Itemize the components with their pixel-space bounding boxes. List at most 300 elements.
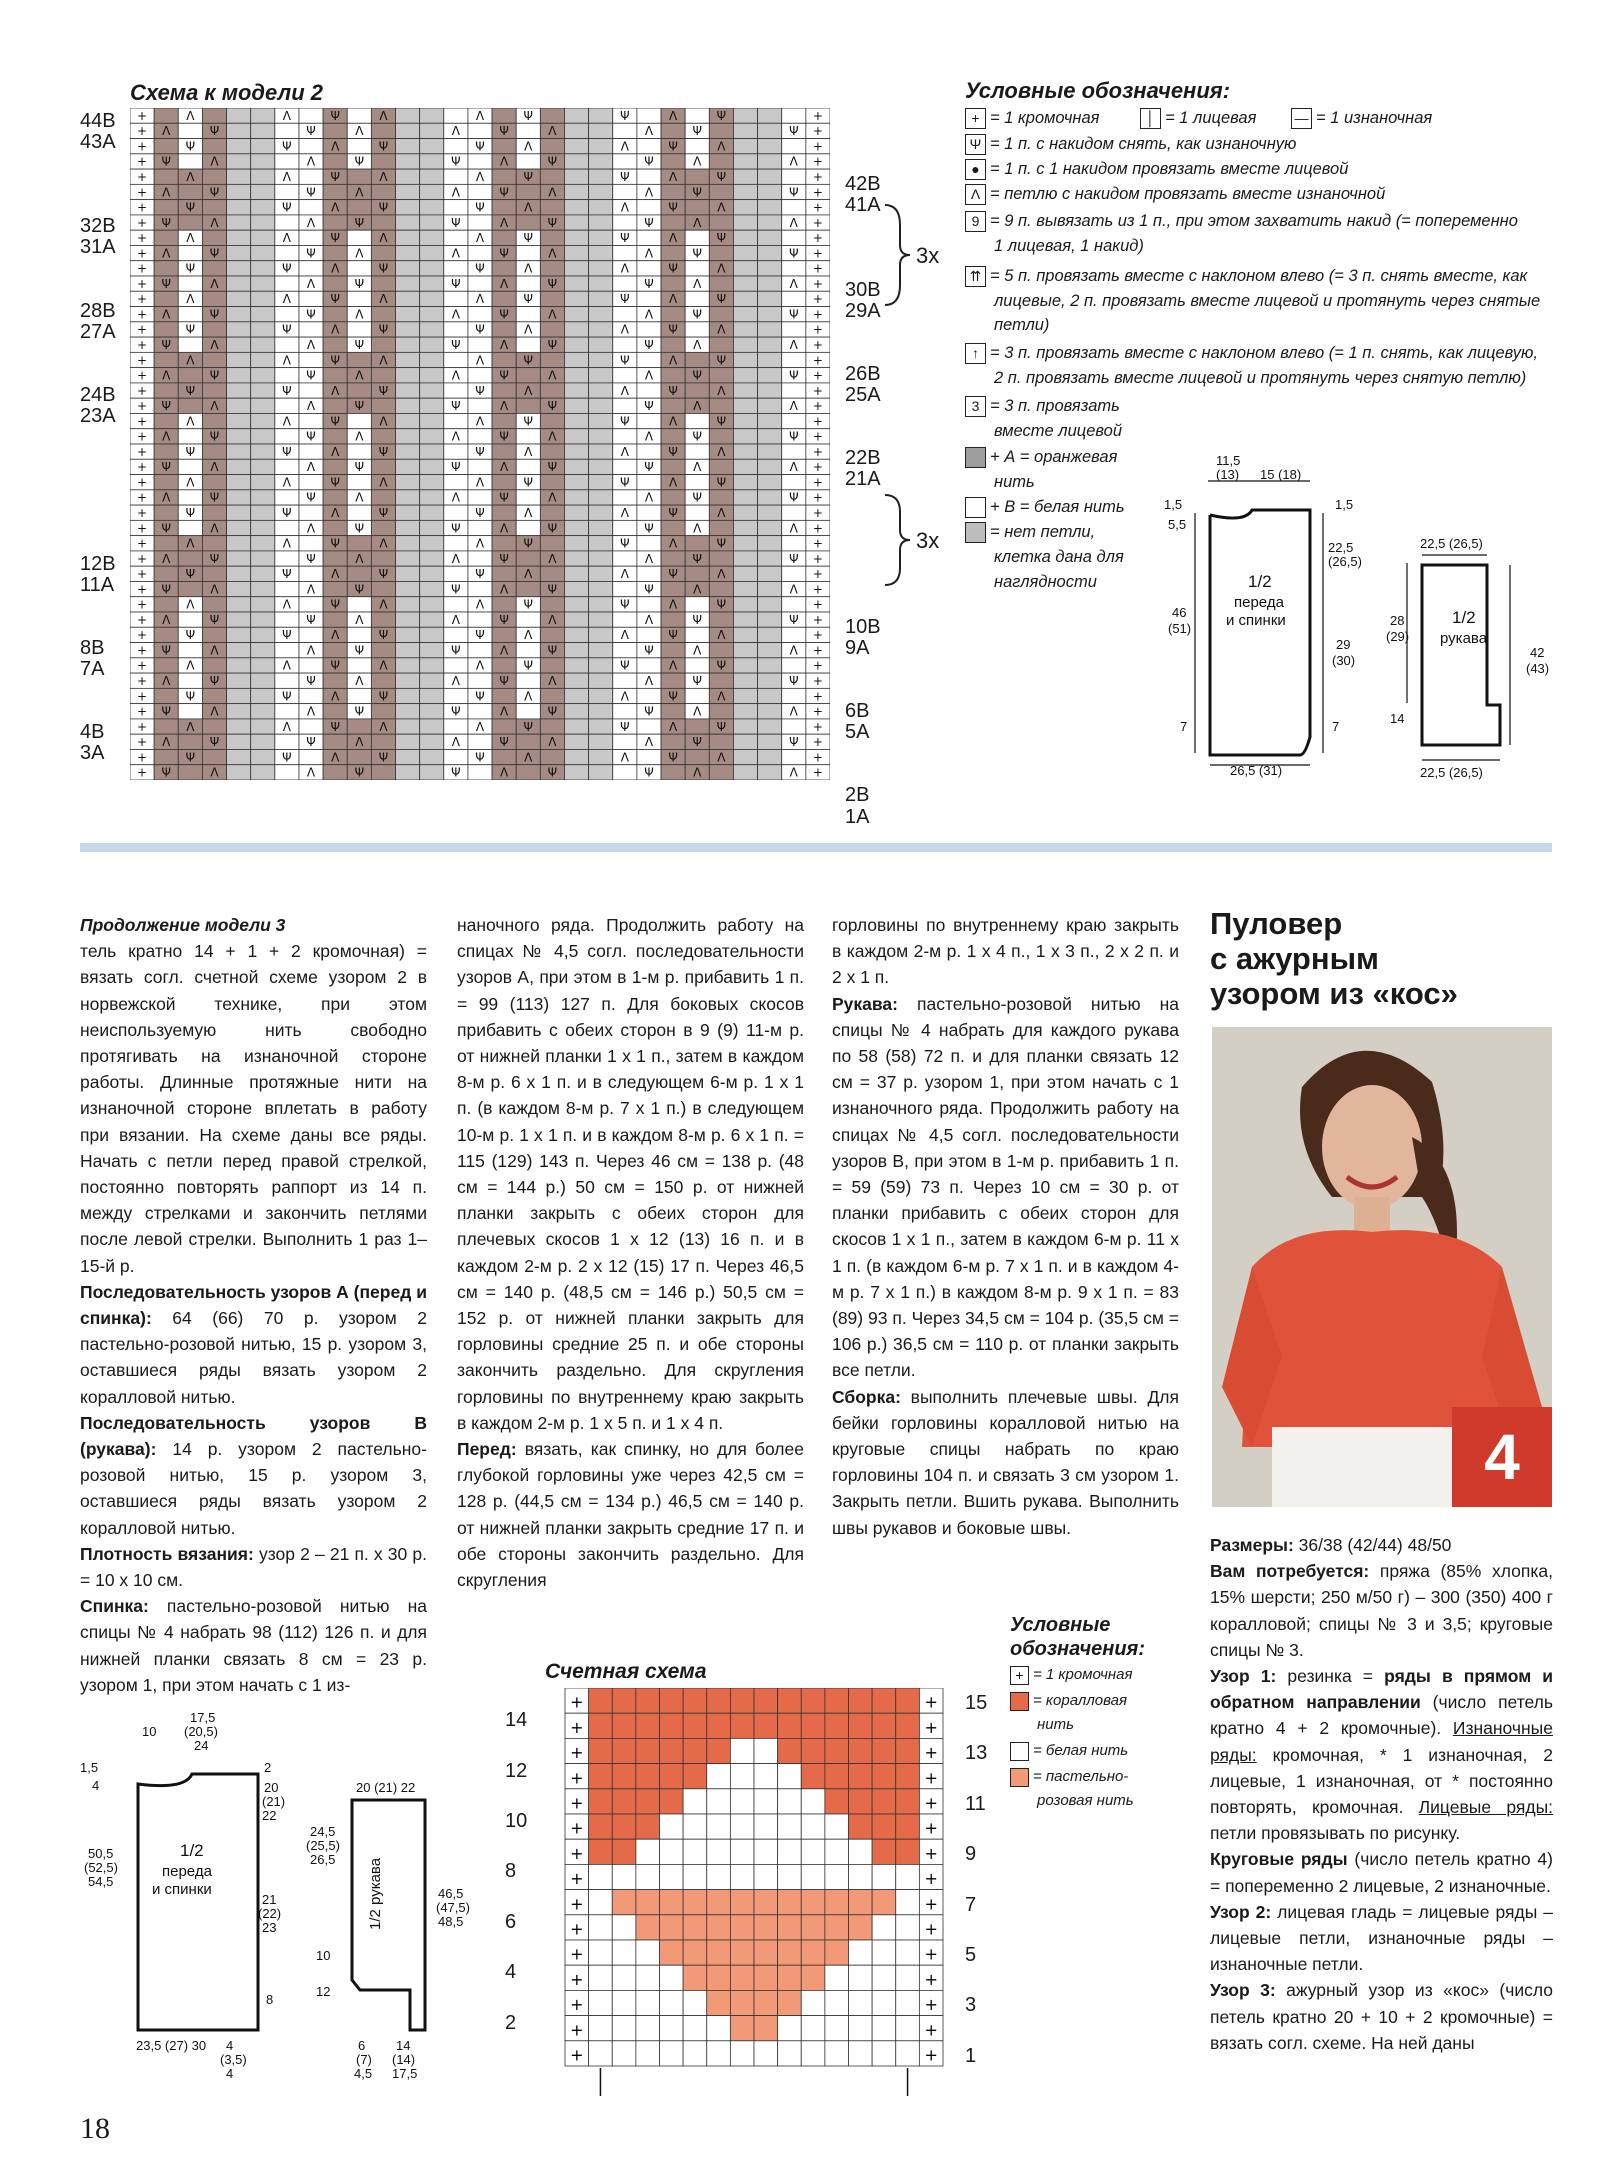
chart-cell — [420, 291, 444, 306]
text-column-1 — [80, 912, 427, 1698]
color-cell — [825, 1688, 849, 1713]
color-cell — [612, 1864, 636, 1889]
chart-cell — [227, 123, 251, 138]
chart-cell — [613, 765, 637, 780]
chart-symbol: Λ — [355, 674, 364, 689]
chart-symbol: Ψ — [330, 658, 340, 673]
row-label: 1 — [965, 2044, 977, 2067]
chart-symbol: Λ — [306, 765, 316, 780]
chart-cell — [154, 627, 178, 642]
chart-cell — [516, 643, 540, 658]
chart-cell — [154, 261, 178, 276]
repeat-brace-bottom — [880, 490, 920, 590]
chart-cell — [733, 429, 757, 444]
chart-symbol: Ψ — [354, 704, 365, 719]
chart-symbol: Ψ — [354, 643, 365, 658]
chart-cell — [154, 352, 178, 367]
chart-cell — [637, 352, 661, 367]
chart-cell — [540, 413, 564, 428]
chart-symbol: Λ — [620, 444, 629, 459]
chart-cell — [758, 337, 782, 352]
chart-symbol: Λ — [451, 124, 460, 139]
chart-cell — [396, 169, 420, 184]
color-cell — [872, 1738, 896, 1763]
chart-symbol: Λ — [282, 292, 292, 307]
chart-cell — [420, 139, 444, 154]
chart-symbol: Ψ — [185, 750, 196, 765]
chart-symbol: Ψ — [161, 704, 171, 719]
chart-cell — [758, 597, 782, 612]
color-cell — [872, 1764, 896, 1789]
chart-cell — [637, 108, 661, 123]
chart-cell — [275, 673, 299, 688]
chart-cell — [540, 627, 564, 642]
chart-symbol: Ψ — [620, 108, 630, 123]
chart-symbol: Ψ — [185, 689, 196, 704]
chart-cell — [589, 261, 613, 276]
chart-cell — [589, 291, 613, 306]
chart-cell — [420, 398, 444, 413]
svg-text:6: 6 — [358, 2038, 366, 2053]
chart-symbol: Ψ — [789, 674, 799, 689]
chart-cell — [661, 429, 685, 444]
chart-cell — [613, 643, 637, 658]
color-cell — [612, 1789, 636, 1814]
chart-cell — [251, 444, 275, 459]
chart-cell — [589, 597, 613, 612]
chart-cell — [661, 581, 685, 596]
model-number-badge: 4 — [1452, 1407, 1552, 1507]
chart-cell — [227, 627, 251, 642]
chart-symbol: Ψ — [644, 276, 654, 291]
chart-cell — [589, 749, 613, 764]
chart-cell — [227, 765, 251, 780]
chart-symbol: Ψ — [185, 506, 196, 521]
chart-cell — [492, 505, 516, 520]
chart-cell — [202, 658, 226, 673]
color-cell — [849, 1713, 873, 1738]
chart-cell — [540, 352, 564, 367]
color-cell — [849, 1940, 873, 1965]
color-cell — [778, 1864, 802, 1889]
chart-cell — [564, 597, 588, 612]
color-cell — [754, 1764, 778, 1789]
chart-symbol: Ψ — [644, 582, 654, 597]
chart-cell — [251, 597, 275, 612]
chart-symbol: + — [812, 170, 823, 185]
chart-cell — [540, 475, 564, 490]
chart-cell — [323, 459, 347, 474]
chart-cell — [685, 475, 709, 490]
chart-symbol: Λ — [306, 399, 316, 414]
knit-stitch-icon: │ — [1140, 108, 1161, 129]
chart-cell — [323, 215, 347, 230]
chart-cell — [178, 704, 202, 719]
chart-cell — [758, 520, 782, 535]
chart-cell — [468, 368, 492, 383]
chart-symbol: Λ — [668, 108, 678, 123]
chart-symbol: + — [812, 261, 823, 276]
chart-cell — [564, 307, 588, 322]
chart-cell — [444, 749, 468, 764]
color-cell — [636, 1738, 660, 1763]
chart-cell — [444, 139, 468, 154]
chart-cell — [661, 398, 685, 413]
chart-symbol: Ψ — [523, 658, 534, 673]
chart-cell — [420, 245, 444, 260]
row-label: 43A — [80, 131, 116, 154]
chart-symbol: Ψ — [523, 536, 534, 551]
chart-symbol: Λ — [355, 612, 364, 627]
chart-cell — [444, 505, 468, 520]
svg-text:22,5 (26,5): 22,5 (26,5) — [1420, 765, 1483, 780]
color-cell — [707, 1990, 731, 2015]
color-cell — [660, 1713, 684, 1738]
chart-cell — [733, 490, 757, 505]
chart-cell — [540, 261, 564, 276]
chart-symbol: Λ — [331, 628, 340, 643]
chart-symbol: Λ — [210, 460, 219, 475]
chart-symbol: Λ — [162, 735, 171, 750]
chart-cell — [637, 536, 661, 551]
chart-cell — [154, 658, 178, 673]
chart-symbol: Ψ — [451, 154, 461, 169]
row-label: 30B — [845, 278, 881, 301]
chart-symbol: Ψ — [547, 154, 558, 169]
chart-cell — [540, 749, 564, 764]
chart-symbol: Λ — [475, 170, 485, 185]
chart-cell — [396, 612, 420, 627]
chart-symbol: + — [812, 276, 823, 291]
chart-cell — [685, 291, 709, 306]
edge-symbol: + — [924, 1768, 938, 1788]
chart-symbol: Λ — [475, 597, 485, 612]
chart-symbol: Λ — [306, 460, 316, 475]
col4-p5: Узор 3: ажурный узор из «кос» (число петель кратно 20 + 10 + 2 кромочные) = вязать согл. схеме. На ней даны — [1210, 1980, 1553, 2053]
chart-symbol: Λ — [210, 215, 219, 230]
chart-cell — [299, 383, 323, 398]
chart-cell — [396, 627, 420, 642]
chart-symbol: Ψ — [354, 276, 365, 291]
chart-cell — [275, 551, 299, 566]
chart-symbol: Ψ — [185, 200, 196, 215]
chart-cell — [492, 475, 516, 490]
row-label: 42B — [845, 173, 881, 196]
color-cell — [825, 1839, 849, 1864]
chart-symbol: Λ — [379, 170, 388, 185]
color-cell — [707, 1940, 731, 1965]
color-cell — [801, 1814, 825, 1839]
chart-symbol: Λ — [548, 185, 557, 200]
color-cell — [707, 1688, 731, 1713]
chart-symbol: Λ — [210, 704, 219, 719]
chart-symbol: Λ — [282, 108, 292, 123]
chart-cell — [733, 475, 757, 490]
chart-cell — [758, 322, 782, 337]
chart-cell — [709, 123, 733, 138]
chart-cell — [564, 200, 588, 215]
chart-symbol: Ψ — [330, 536, 340, 551]
chart-symbol: Λ — [548, 429, 557, 444]
chart-symbol: Ψ — [354, 399, 365, 414]
chart-cell — [733, 520, 757, 535]
chart-symbol: + — [137, 612, 148, 627]
chart-symbol: + — [812, 765, 823, 780]
chart-cell — [589, 673, 613, 688]
color-cell — [636, 1864, 660, 1889]
chart-symbol: Ψ — [547, 521, 558, 536]
color-cell — [754, 2016, 778, 2041]
chart-symbol: Λ — [717, 750, 726, 765]
chart-cell — [492, 749, 516, 764]
chart-cell — [202, 566, 226, 581]
chart-cell — [396, 322, 420, 337]
chart-symbol: Λ — [331, 200, 340, 215]
chart-cell — [420, 184, 444, 199]
chart-symbol: Ψ — [620, 719, 630, 734]
chart-cell — [202, 688, 226, 703]
chart-cell — [564, 627, 588, 642]
chart-cell — [613, 673, 637, 688]
chart-cell — [540, 658, 564, 673]
color-cell — [636, 1789, 660, 1814]
chart-symbol: Ψ — [547, 765, 558, 780]
chart-cell — [396, 444, 420, 459]
chart-cell — [516, 215, 540, 230]
chart-symbol: + — [812, 490, 823, 505]
chart-cell — [661, 154, 685, 169]
row-label: 2B — [845, 784, 870, 807]
chart-symbol: Λ — [524, 444, 533, 459]
chart-cell — [275, 123, 299, 138]
col4-p1: Вам потребуется: пряжа (85% хлопка, 15% шерсти; 250 м/50 г) – 300 (350) 400 г коралловой; спицы № 3 и 3,5; круговые спицы № 3. — [1210, 1561, 1553, 1660]
chart-cell — [733, 673, 757, 688]
chart-cell — [227, 688, 251, 703]
color-cell — [896, 1738, 920, 1763]
chart-cell — [371, 154, 395, 169]
chart-cell — [227, 368, 251, 383]
edge-symbol: + — [570, 1919, 584, 1939]
chart-cell — [275, 337, 299, 352]
top-knitting-chart — [130, 108, 830, 780]
chart-cell — [227, 230, 251, 245]
chart-cell — [661, 765, 685, 780]
svg-text:(29): (29) — [1386, 629, 1410, 644]
svg-text:(30): (30) — [1332, 653, 1356, 668]
row-label: 7A — [80, 657, 105, 680]
legend-item-3knit: 3 = 3 п. провязать — [965, 395, 1120, 417]
svg-text:5,5: 5,5 — [1168, 517, 1187, 532]
chart-symbol: Ψ — [330, 231, 340, 246]
chart-cell — [468, 276, 492, 291]
color-cell — [778, 1990, 802, 2015]
chart-cell — [227, 581, 251, 596]
color-cell — [825, 1814, 849, 1839]
chart-cell — [154, 230, 178, 245]
color-cell — [683, 1990, 707, 2015]
chart-symbol: Ψ — [789, 368, 799, 383]
chart-symbol: + — [137, 276, 148, 291]
chart-symbol: + — [137, 414, 148, 429]
color-cell — [825, 1890, 849, 1915]
chart-symbol: Λ — [644, 429, 654, 444]
chart-symbol: Ψ — [644, 521, 654, 536]
chart-symbol: + — [137, 658, 148, 673]
chart-symbol: Ψ — [378, 506, 389, 521]
chart-cell — [613, 704, 637, 719]
color-cell — [801, 1990, 825, 2015]
chart-cell — [637, 139, 661, 154]
edge-stitch-icon: + — [965, 108, 986, 129]
color-cell — [778, 1839, 802, 1864]
chart-cell — [758, 673, 782, 688]
chart-cell — [589, 169, 613, 184]
chart-cell — [227, 245, 251, 260]
color-cell — [636, 1839, 660, 1864]
chart-symbol: Ψ — [499, 307, 509, 322]
chart-cell — [589, 566, 613, 581]
chart-symbol: Λ — [475, 475, 485, 490]
color-cell — [589, 1839, 613, 1864]
chart-cell — [758, 245, 782, 260]
chart-cell — [564, 352, 588, 367]
chart-cell — [227, 215, 251, 230]
chart-cell — [685, 322, 709, 337]
chart-symbol: + — [812, 612, 823, 627]
color-cell — [683, 1688, 707, 1713]
chart-cell — [637, 444, 661, 459]
chart-cell — [251, 368, 275, 383]
edge-symbol: + — [924, 1919, 938, 1939]
chart-cell — [227, 734, 251, 749]
color-cell — [730, 1713, 754, 1738]
chart-cell — [589, 459, 613, 474]
color-cell — [801, 1789, 825, 1814]
edge-symbol: + — [570, 1944, 584, 1964]
chart-cell — [709, 612, 733, 627]
chart-cell — [782, 749, 806, 764]
chart-symbol: Λ — [162, 674, 171, 689]
chart-cell — [589, 536, 613, 551]
svg-text:10: 10 — [316, 1948, 331, 1963]
edge-symbol: + — [570, 1768, 584, 1788]
chart-symbol: Ψ — [451, 704, 461, 719]
row-label: 11 — [965, 1792, 986, 1815]
chart-symbol: + — [137, 551, 148, 566]
chart-cell — [347, 505, 371, 520]
chart-symbol: Ψ — [282, 261, 292, 276]
chart-cell — [589, 658, 613, 673]
legend-item-orange-cont: нить — [994, 473, 1035, 491]
color-cell — [825, 1738, 849, 1763]
chart-cell — [227, 429, 251, 444]
chart-symbol: Λ — [644, 185, 654, 200]
chart-symbol: + — [137, 185, 148, 200]
chart-symbol: Ψ — [716, 414, 727, 429]
chart-symbol: Ψ — [209, 490, 220, 505]
chart-cell — [347, 352, 371, 367]
chart-symbol: Λ — [162, 490, 171, 505]
chart-symbol: Λ — [548, 735, 557, 750]
chart-symbol: Λ — [668, 414, 678, 429]
chart-symbol: Λ — [331, 506, 340, 521]
color-cell — [754, 1814, 778, 1839]
chart-cell — [516, 490, 540, 505]
color-cell — [636, 1764, 660, 1789]
chart-symbol: Λ — [379, 108, 388, 123]
chart-symbol: Λ — [355, 124, 364, 139]
chart-cell — [758, 734, 782, 749]
chart-symbol: Ψ — [523, 231, 534, 246]
legend-item-3tog: ↑ = 3 п. провязать вместе с наклоном влево (= 1 п. снять, как лицевую, — [965, 342, 1538, 364]
chart-cell — [468, 643, 492, 658]
chart-symbol: + — [812, 689, 823, 704]
chart-cell — [782, 688, 806, 703]
row-label: 12 — [505, 1759, 528, 1782]
chart-cell — [396, 337, 420, 352]
chart-cell — [347, 139, 371, 154]
color-cell — [707, 1965, 731, 1990]
chart-cell — [782, 352, 806, 367]
row-label: 6B — [845, 700, 870, 723]
chart-cell — [613, 184, 637, 199]
chart-cell — [154, 200, 178, 215]
chart-cell — [371, 429, 395, 444]
chart-cell — [371, 184, 395, 199]
chart-cell — [613, 215, 637, 230]
chart-symbol: Λ — [282, 475, 292, 490]
chart-cell — [420, 704, 444, 719]
chart-symbol: Ψ — [161, 215, 171, 230]
chart-symbol: Λ — [524, 322, 533, 337]
chart-cell — [613, 276, 637, 291]
chart-symbol: + — [137, 246, 148, 261]
color-cell — [660, 1990, 684, 2015]
chart-symbol: Ψ — [789, 490, 799, 505]
svg-text:4,5: 4,5 — [354, 2066, 373, 2080]
chart-cell — [758, 459, 782, 474]
chart-cell — [589, 307, 613, 322]
chart-symbol: + — [137, 292, 148, 307]
chart-symbol: Λ — [306, 521, 316, 536]
legend-item-3tog-cont: 2 п. провязать вместе лицевой и протянуть через снятую петлю) — [994, 369, 1527, 387]
svg-text:10: 10 — [142, 1724, 157, 1739]
chart-cell — [685, 352, 709, 367]
caret-stitch-icon: Λ — [965, 184, 986, 205]
chart-cell — [758, 139, 782, 154]
chart-cell — [227, 643, 251, 658]
chart-symbol: + — [137, 338, 148, 353]
chart-cell — [154, 597, 178, 612]
nine-increase-icon: 9 — [965, 211, 986, 232]
chart-symbol: Λ — [789, 399, 798, 414]
color-cell — [636, 1890, 660, 1915]
chart-cell — [564, 291, 588, 306]
chart-symbol: + — [812, 124, 823, 139]
color-cell — [683, 1713, 707, 1738]
svg-text:1,5: 1,5 — [1164, 497, 1183, 512]
chart-cell — [468, 337, 492, 352]
row-label: 9 — [965, 1843, 977, 1866]
chart-cell — [540, 505, 564, 520]
chart-symbol: Ψ — [523, 353, 534, 368]
chart-cell — [733, 688, 757, 703]
chart-cell — [202, 108, 226, 123]
color-cell — [896, 1940, 920, 1965]
color-cell — [801, 1965, 825, 1990]
row-label: 8B — [80, 636, 105, 659]
chart-cell — [347, 688, 371, 703]
